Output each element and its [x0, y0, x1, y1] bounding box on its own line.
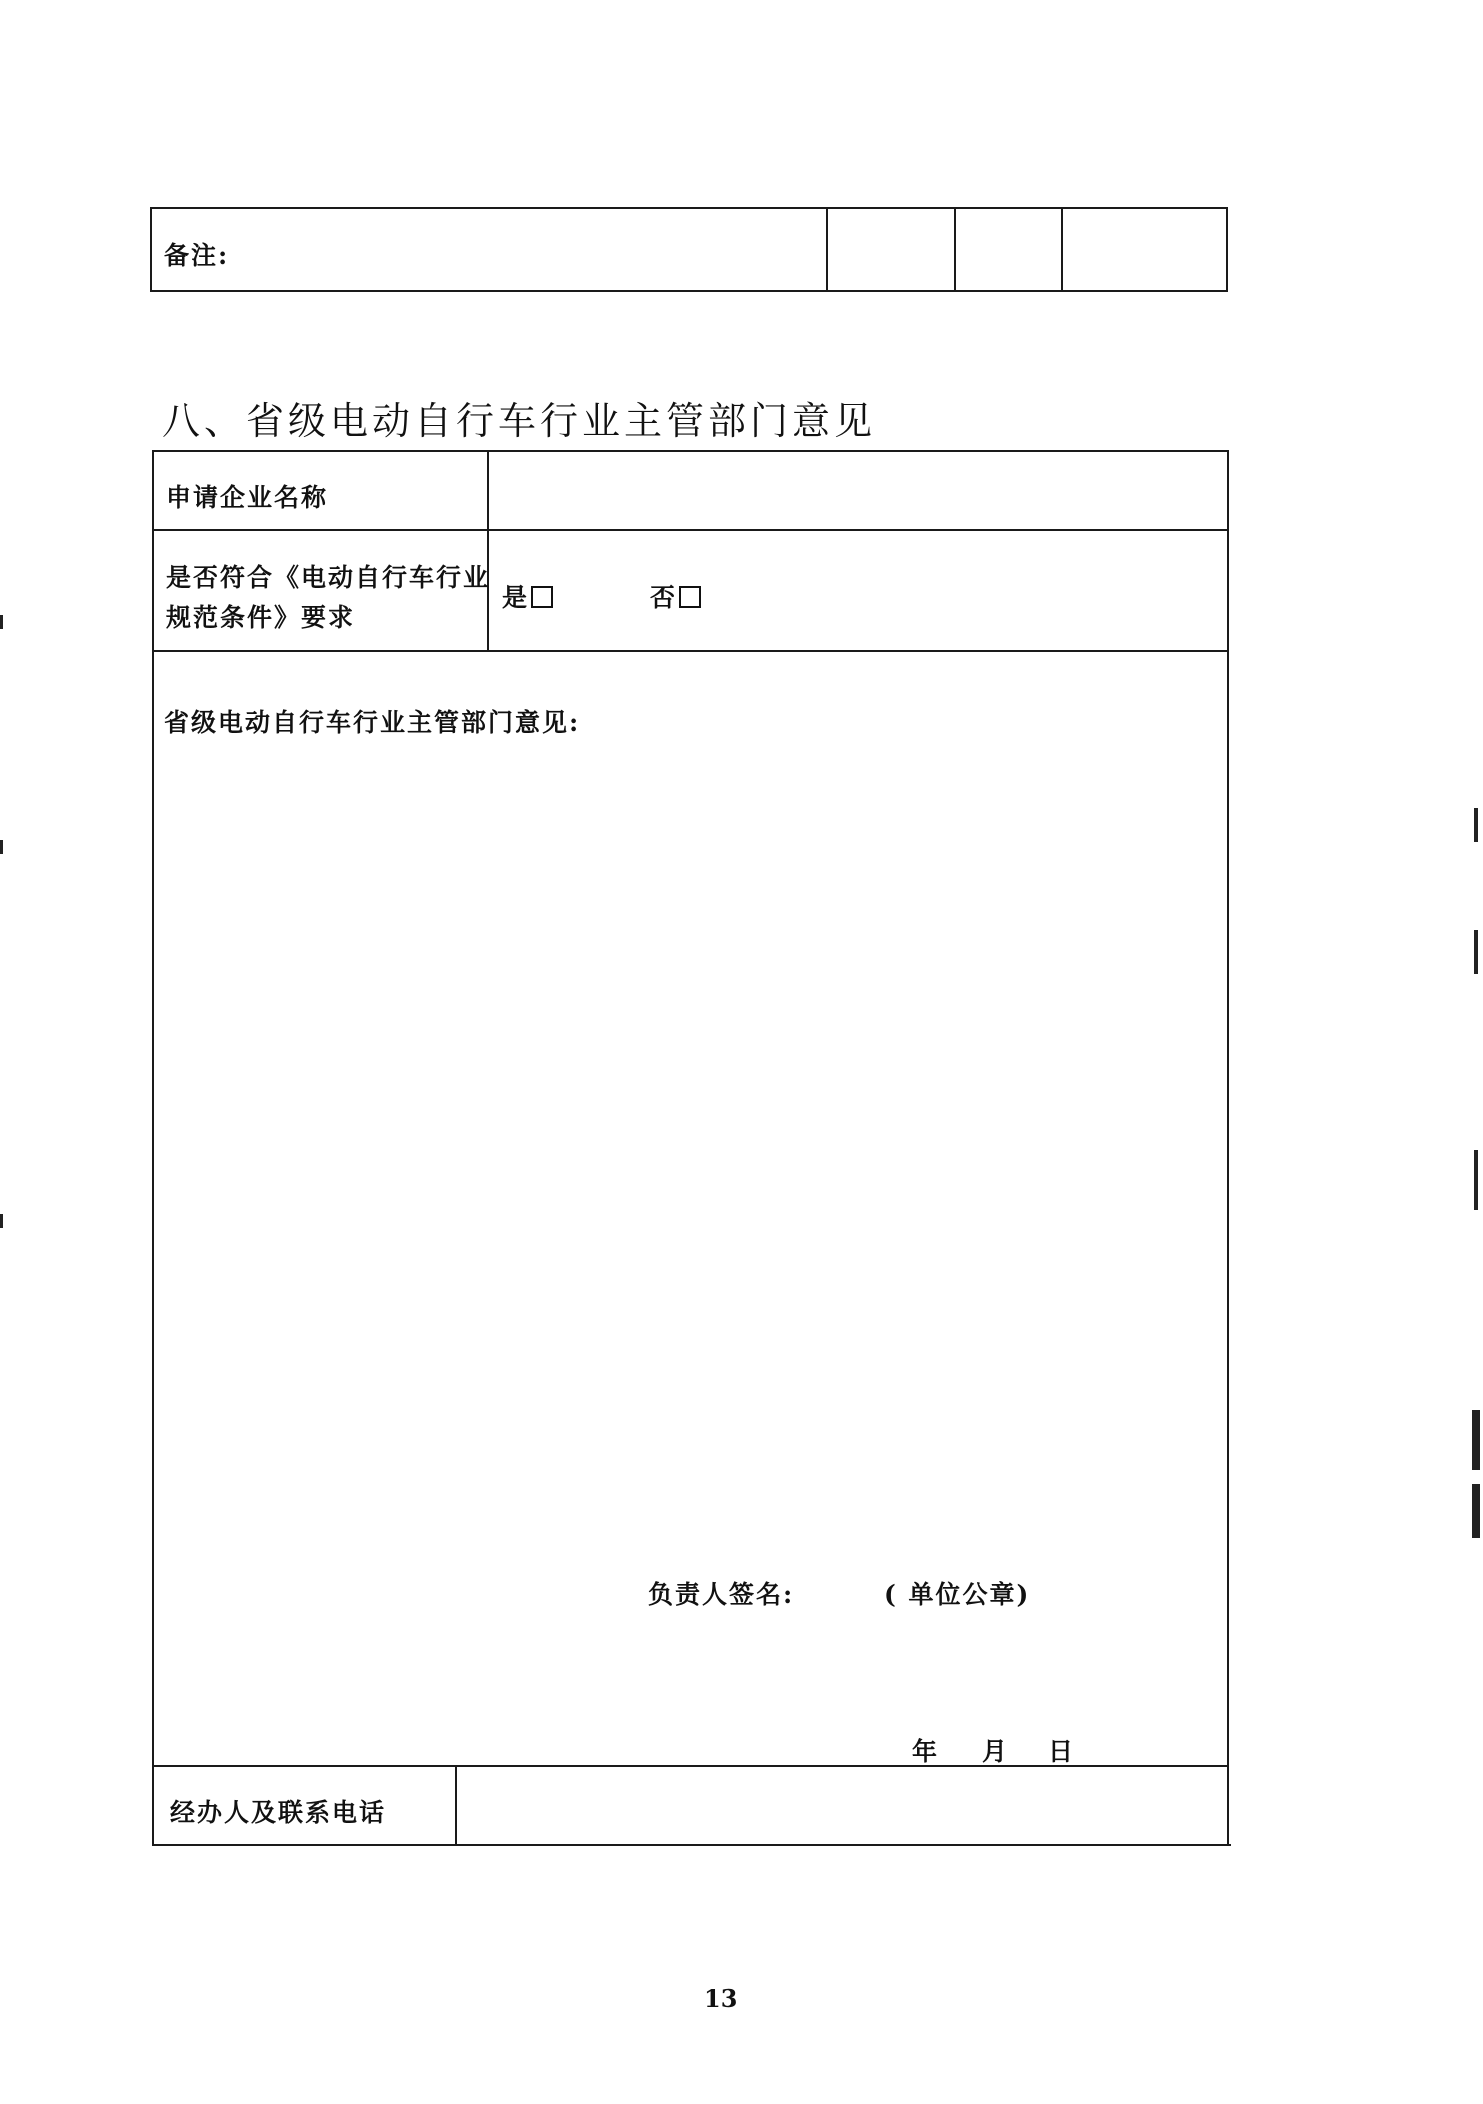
table-bottom-border	[154, 1844, 1231, 1846]
remarks-right-border	[1226, 207, 1228, 292]
date-year: 年	[912, 1737, 940, 1766]
contact-value[interactable]	[472, 1793, 1212, 1823]
table-top-border	[152, 450, 1229, 452]
no-checkbox[interactable]	[679, 586, 701, 608]
no-label: 否	[650, 583, 678, 612]
contact-label: 经办人及联系电话	[170, 1798, 387, 1827]
row2-divider	[152, 650, 1229, 652]
seal-label: ( 单位公章)	[884, 1580, 1031, 1609]
contact-column-divider	[455, 1765, 457, 1845]
label-column-divider	[487, 450, 489, 652]
yes-option[interactable]	[502, 578, 553, 614]
no-option[interactable]	[650, 578, 701, 614]
yes-checkbox[interactable]	[531, 586, 553, 608]
opinion-input-area[interactable]	[160, 750, 1220, 1550]
remarks-bottom-border	[150, 290, 1228, 292]
signature-label: 负责人签名:	[648, 1580, 795, 1609]
row1-divider	[152, 529, 1229, 531]
company-name-label: 申请企业名称	[166, 483, 329, 512]
page-number: 13	[704, 1984, 738, 2013]
remarks-divider-1	[826, 207, 828, 292]
table-right-border	[1227, 450, 1229, 1846]
remarks-label: 备注:	[164, 241, 230, 270]
table-left-border	[152, 450, 154, 1846]
opinion-label: 省级电动自行车行业主管部门意见:	[164, 708, 581, 737]
compliance-label-line1: 是否符合《电动自行车行业	[166, 563, 491, 592]
section-heading: 八、省级电动自行车行业主管部门意见	[162, 399, 877, 443]
company-name-value[interactable]	[504, 478, 1204, 508]
compliance-label-line2: 规范条件》要求	[166, 603, 356, 632]
yes-label: 是	[502, 583, 530, 612]
remarks-left-border	[150, 207, 152, 292]
remarks-top-border	[150, 207, 1228, 209]
date-month: 月	[982, 1737, 1010, 1766]
remarks-divider-2	[954, 207, 956, 292]
remarks-divider-3	[1061, 207, 1063, 292]
date-day: 日	[1048, 1737, 1076, 1766]
